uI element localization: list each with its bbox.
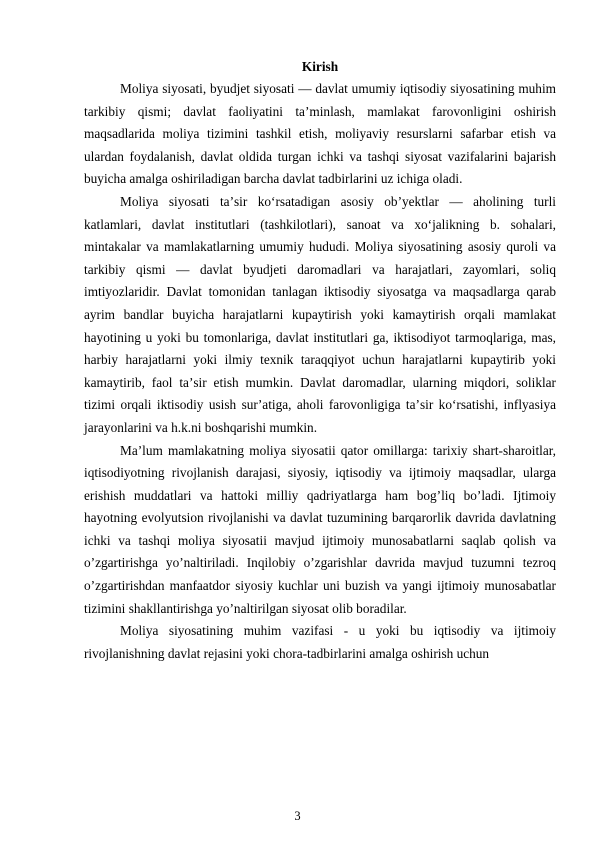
- document-page: [84, 56, 556, 665]
- section-title: Kirish: [301, 59, 339, 74]
- paragraph-3: Ma’lum mamlakatning moliya siyosatii qator omillarga: tarixiy shart-sharoitlar, iqtisodiyotning rivojlanish darajasi, siyosiy, iqtisodiy va ijtimoiy maqsadlar, ularga erishish muddatlari va hattoki milliy qadriyatlarga ham bog’liq bo’ladi. Ijtimoiy hayotning evolyutsion rivojlanishi va davlat tuzumining barqarorlik davrida davlatning ichki va tashqi moliya siyosatii mavjud ijtimoiy munosabatlarni saqlab qolish va o’zgartirishga yo’naltiriladi. Inqilobiy o’zgarishlar davrida mavjud tuzumni tezroq o’zgartirishdan manfaatdor siyosiy kuchlar uni buzish va yangi ijtimoiy munosabatlar tizimini shakllantirishga yo’naltirilgan siyosat olib boradilar.: [84, 442, 556, 616]
- paragraph-1: Moliya siyosati, byudjet siyosati — davlat umumiy iqtisodiy siyosatining muhim tarkibiy qismi; davlat faoliyatini taʼminlash, mamlakat farovonligini oshirish maqsadlarida moliya tizimini tashkil etish, moliyaviy resurslarni safarbar etish va ulardan foydalanish, davlat oldida turgan ichki va tashqi siyosat vazifalarini bajarish buyicha amalga oshiriladigan barcha davlat tadbirlarini uz ichiga oladi.: [84, 81, 556, 187]
- page-number: 3: [294, 809, 301, 823]
- paragraph-4: Moliya siyosatining muhim vazifasi - u yoki bu iqtisodiy va ijtimoiy rivojlanishning davlat rejasini yoki chora-tadbirlarini amalga oshirish uchun: [84, 623, 556, 661]
- paragraph-2: Moliya siyosati taʼsir koʻrsatadigan asosiy obʼyektlar — aholining turli katlamlari, davlat institutlari (tashkilotlari), sanoat va xoʻjalikning b. sohalari, mintakalar va mamlakatlarning umumiy hududi. Moliya siyosatining asosiy quroli va tarkibiy qismi — davlat byudjeti daromadlari va harajatlari, zayomlari, soliq imtiyozlaridir. Davlat tomonidan tanlagan iktisodiy siyosatga va maqsadlarga qarab ayrim bandlar buyicha harajatlarni kupaytirish yoki kamaytirish orqali mamlakat hayotining u yoki bu tomonlariga, davlat institutlari ga, iktisodiyot tarmoqlariga, mas, harbiy harajatlarni yoki ilmiy texnik taraqqiyot uchun harajatlarni kupaytirib yoki kamaytirib, faol taʼsir etish mumkin. Davlat daromadlar, ularning miqdori, soliklar tizimi orqali iktisodiy usish surʼatiga, aholi farovonligiga taʼsir koʻrsatishi, inflyasiya jarayonlarini va h.k.ni boshqarishi mumkin.: [84, 193, 556, 435]
